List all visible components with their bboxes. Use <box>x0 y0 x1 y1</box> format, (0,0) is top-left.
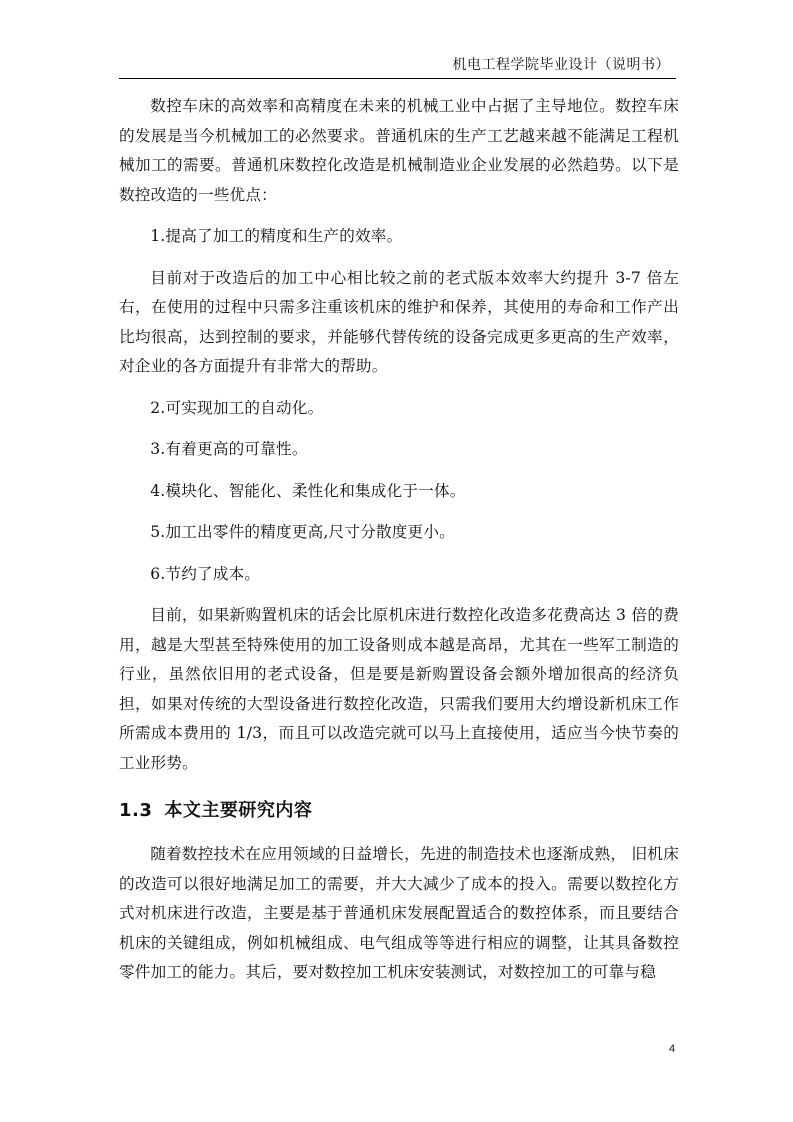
list-item-6: 6.节约了成本。 <box>150 564 261 583</box>
page-number: 4 <box>669 1043 676 1055</box>
list-item-4: 4.模块化、智能化、柔性化和集成化于一体。 <box>150 481 466 500</box>
header-title: 机电工程学院毕业设计（说明书） <box>452 57 670 73</box>
document-body <box>119 92 679 988</box>
list-item-2: 2.可实现加工的自动化。 <box>150 398 324 417</box>
section-paragraph: 随着数控技术在应用领域的日益增长，先进的制造技术也逐渐成熟， 旧机床的改造可以很好地满足加工的需要，并大大减少了成本的投入。需要以数控化方式对机床进行改造，主要是基于普通机床发展配置适合的数控体系，而且要结合机床的关键组成，例如机械组成、电气组成等等进行相应的调整，让其具备数控零件加工的能力。其后，要对数控加工机床安装测试，对数控加工的可靠与稳 <box>119 845 679 981</box>
section-number: 1.3 <box>119 800 153 821</box>
list-item-5: 5.加工出零件的精度更高,尺寸分散度更小。 <box>150 523 455 541</box>
page-header <box>119 50 676 79</box>
cost-paragraph: 目前，如果新购置机床的话会比原机床进行数控化改造多花费高达 3 倍的费用，越是大型甚至特殊使用的加工设备则成本越是高昂，尤其在一些军工制造的行业，虽然依旧用的老式设备，但是要是新购置设备会额外增加很高的经济负担，如果对传统的大型设备进行数控化改造，只需我们要用大约增设新机床工作所需成本费用的 1/3，而且可以改造完就可以马上直接使用，适应当今快节奏的工业形势。 <box>119 606 679 772</box>
section-title: 本文主要研究内容 <box>164 800 313 821</box>
item1-detail-paragraph: 目前对于改造后的加工中心相比较之前的老式版本效率大约提升 3-7 倍左右，在使用的过程中只需多注重该机床的维护和保养，其使用的寿命和工作产出比均很高，达到控制的要求，并能够代替传统的设备完成更多更高的生产效率，对企业的各方面提升有非常大的帮助。 <box>119 268 679 375</box>
list-item-1: 1.提高了加工的精度和生产的效率。 <box>150 227 403 245</box>
intro-paragraph: 数控车床的高效率和高精度在未来的机械工业中占据了主导地位。数控车床的发展是当今机械加工的必然要求。普通机床的生产工艺越来越不能满足工程机械加工的需要。普通机床数控化改造是机械制造业企业发展的必然趋势。以下是数控改造的一些优点： <box>119 97 679 204</box>
list-item-3: 3.有着更高的可靠性。 <box>150 440 308 458</box>
section-heading <box>119 798 679 824</box>
